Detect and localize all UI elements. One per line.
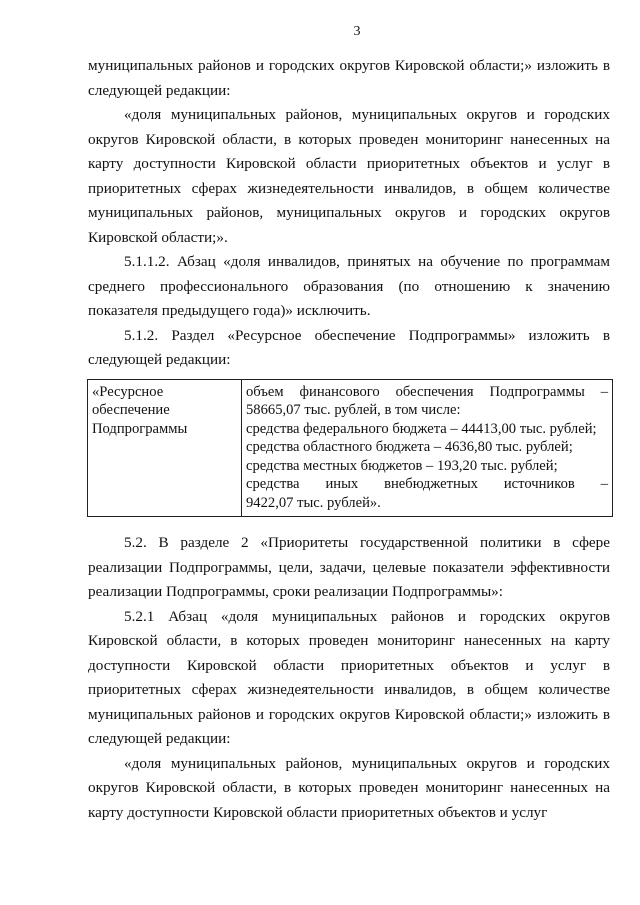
resource-value-line: средства иных внебюджетных источников – [246, 476, 608, 492]
paragraph-5-1-1-2: 5.1.1.2. Абзац «доля инвалидов, принятых на обучение по программам среднего профессионального образования (по отношению к значению показателя предыдущего года)» исключить. [88, 253, 610, 319]
resource-value-line: 9422,07 тыс. рублей». [246, 494, 381, 511]
resource-table [87, 379, 613, 518]
resource-value-line: средства областного бюджета – 4636,80 тыс. рублей; [246, 439, 573, 455]
resource-value-line: средства федерального бюджета – 44413,00 тыс. рублей; [246, 420, 597, 437]
resource-table-value-cell [242, 379, 613, 517]
paragraph-quote-new-wording-2: «доля муниципальных районов, муниципальных округов и городских округов Кировской области, в которых проведен мониторинг нанесенных на карту доступности Кировской области приоритетных объектов и услуг [88, 754, 610, 821]
resource-table-label-cell [88, 379, 242, 517]
resource-value-line: объем финансового обеспечения Подпрограммы – [246, 383, 608, 400]
resource-label-line: обеспечение [92, 402, 170, 418]
resource-value-line: 58665,07 тыс. рублей, в том числе: [246, 402, 461, 418]
resource-label-line: «Ресурсное [92, 383, 164, 400]
paragraph-5-1-2: 5.1.2. Раздел «Ресурсное обеспечение Подпрограммы» изложить в следующей редакции: [88, 326, 610, 368]
resource-table-row [88, 379, 613, 517]
paragraph-5-2-1: 5.2.1 Абзац «доля муниципальных районов и городских округов Кировской области, в которых проведен мониторинг нанесенных на карту доступности Кировской области приоритетных объектов и услуг в приоритетных сферах жизнедеятельности инвалидов, в общем количестве муниципальных районов и городских округов Кировской области;» изложить в следующей редакции: [88, 607, 610, 747]
resource-label-line: Подпрограммы [92, 420, 188, 437]
page-number: 3 [353, 24, 361, 39]
resource-value-line: средства местных бюджетов – 193,20 тыс. рублей; [246, 457, 558, 474]
paragraph-continuation: муниципальных районов и городских округов Кировской области;» изложить в следующей редакции: [88, 57, 610, 99]
paragraph-5-2: 5.2. В разделе 2 «Приоритеты государственной политики в сфере реализации Подпрограммы, цели, задачи, целевые показатели эффективности реализации Подпрограммы, сроки реализации Подпрограммы»: [88, 534, 610, 600]
paragraph-quote-new-wording: «доля муниципальных районов, муниципальных округов и городских округов Кировской области, в которых проведен мониторинг нанесенных на карту доступности Кировской области приоритетных объектов и услуг в приоритетных сферах жизнедеятельности инвалидов, в общем количестве муниципальных районов, муниципальных округов и городских округов Кировской области;». [88, 106, 610, 246]
